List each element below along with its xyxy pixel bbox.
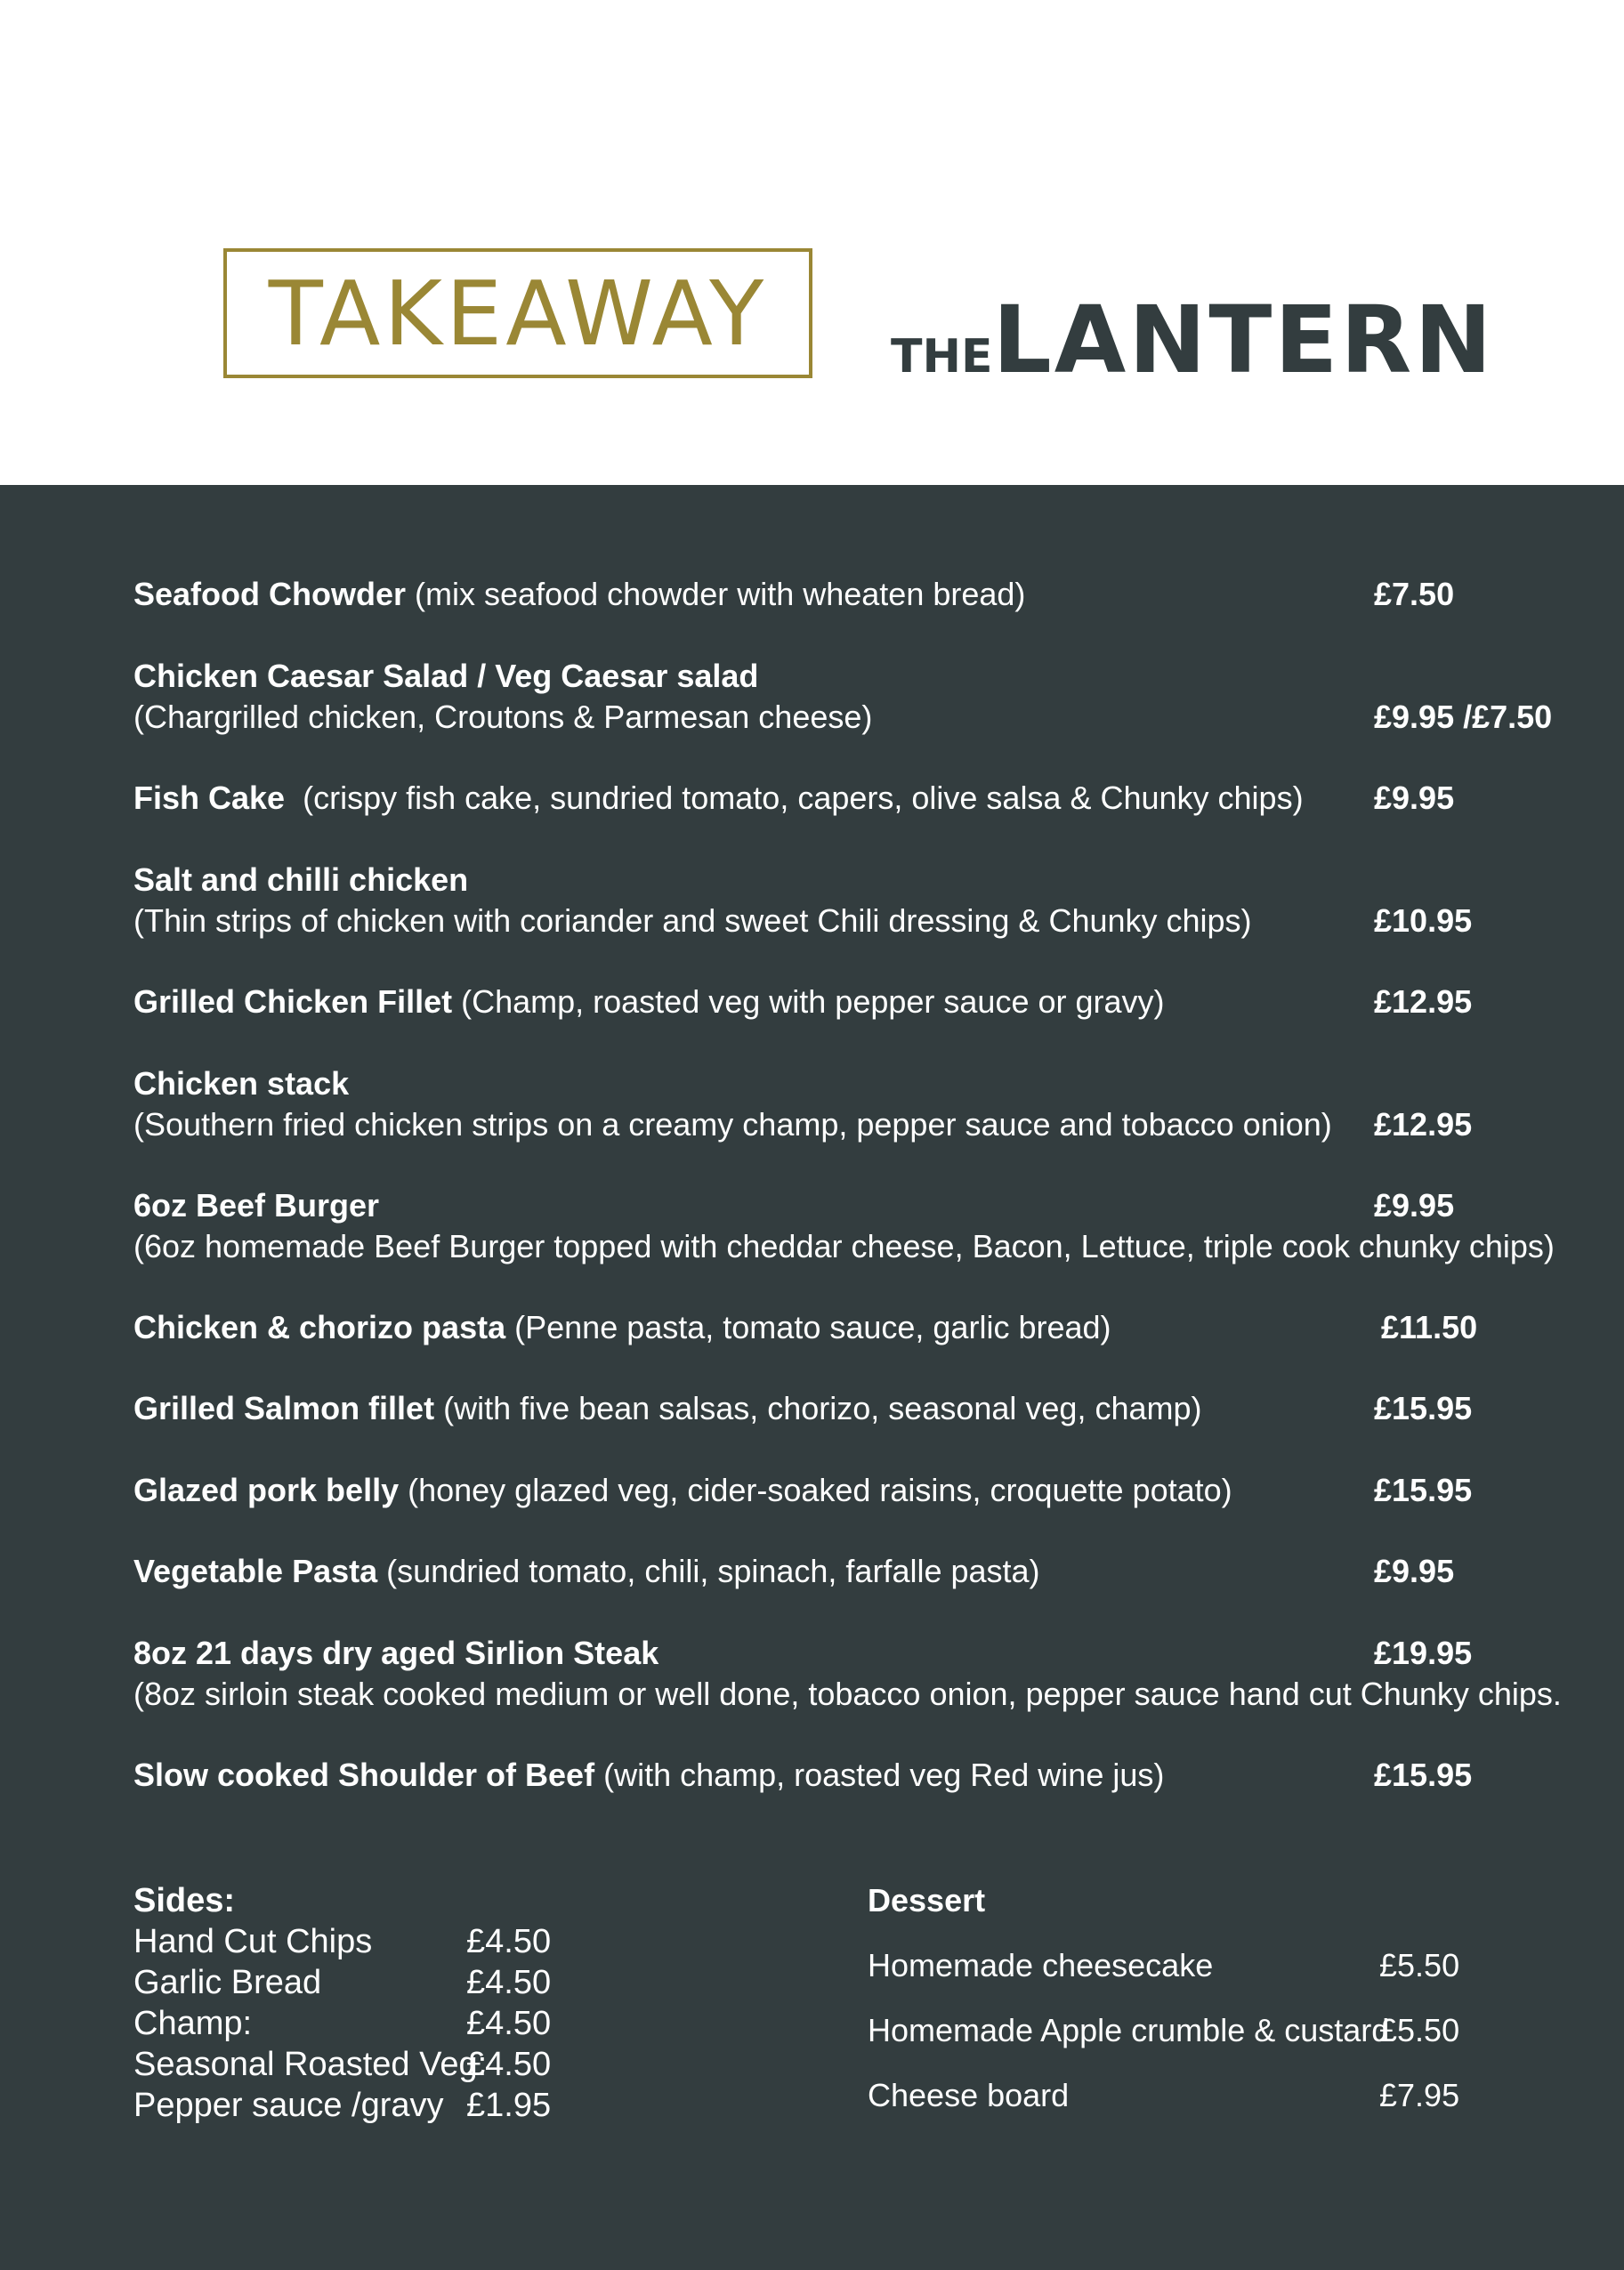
dessert-item xyxy=(868,2010,1491,2075)
side-price: £4.50 xyxy=(466,2005,552,2042)
dessert-section xyxy=(868,1880,1491,2140)
item-price: £15.95 xyxy=(1374,1472,1473,1508)
side-item xyxy=(133,2044,596,2085)
sides-title: Sides: xyxy=(133,1882,236,1919)
item-price: £9.95 xyxy=(1374,1553,1455,1589)
brand-logo xyxy=(891,286,1495,394)
item-price: £9.95 /£7.50 xyxy=(1374,699,1553,735)
side-price: £4.50 xyxy=(466,2046,552,2083)
menu-item xyxy=(133,982,1557,1022)
item-name: Glazed pork belly xyxy=(133,1472,400,1508)
menu-item xyxy=(133,1470,1557,1511)
item-name: 8oz 21 days dry aged Sirlion Steak xyxy=(133,1635,659,1671)
item-description: (Champ, roasted veg with pepper sauce or gravy) xyxy=(461,983,1165,1020)
item-name: Vegetable Pasta xyxy=(133,1553,378,1589)
item-description: (mix seafood chowder with wheaten bread) xyxy=(415,576,1026,612)
item-price: £12.95 xyxy=(1374,1106,1473,1143)
item-description: (with champ, roasted veg Red wine jus) xyxy=(603,1757,1165,1793)
item-name: Grilled Chicken Fillet xyxy=(133,983,453,1020)
menu-item xyxy=(133,1063,1557,1145)
sides-section xyxy=(133,1880,596,2126)
dessert-price: £5.50 xyxy=(1379,2012,1460,2048)
menu-item xyxy=(133,860,1557,941)
item-description: (honey glazed veg, cider-soaked raisins, croquette potato) xyxy=(408,1472,1232,1508)
item-description: (Chargrilled chicken, Croutons & Parmesan cheese) xyxy=(133,699,873,735)
item-name: Chicken stack xyxy=(133,1065,350,1102)
side-price: £4.50 xyxy=(466,1923,552,1960)
menu-item xyxy=(133,1633,1562,1715)
menu-item xyxy=(133,1755,1557,1796)
side-price: £4.50 xyxy=(466,1964,552,2001)
item-description: (Southern fried chicken strips on a creamy champ, pepper sauce and tobacco onion) xyxy=(133,1106,1332,1143)
item-price: £10.95 xyxy=(1374,902,1473,939)
menu-item xyxy=(133,574,1557,615)
item-price: £7.50 xyxy=(1374,576,1455,612)
item-name: Chicken Caesar Salad / Veg Caesar salad xyxy=(133,658,759,694)
side-name: Seasonal Roasted Veg: xyxy=(133,2046,488,2083)
menu-item xyxy=(133,1388,1557,1429)
side-item xyxy=(133,2085,596,2126)
side-name: Hand Cut Chips xyxy=(133,1923,373,1960)
menu-item xyxy=(133,778,1557,819)
side-name: Pepper sauce /gravy xyxy=(133,2087,444,2124)
dessert-title: Dessert xyxy=(868,1882,986,1919)
item-description: (sundried tomato, chili, spinach, farfalle pasta) xyxy=(386,1553,1040,1589)
item-description: (with five bean salsas, chorizo, seasonal veg, champ) xyxy=(443,1390,1202,1426)
dessert-price: £7.95 xyxy=(1379,2077,1460,2113)
dessert-name: Homemade cheesecake xyxy=(868,1947,1214,1983)
item-price: £15.95 xyxy=(1374,1390,1473,1426)
item-price: £15.95 xyxy=(1374,1757,1473,1793)
item-price: £11.50 xyxy=(1381,1309,1478,1345)
side-item xyxy=(133,1921,596,1962)
logo-lantern: LANTERN xyxy=(992,286,1495,394)
side-price: £1.95 xyxy=(466,2087,552,2124)
dessert-name: Cheese board xyxy=(868,2077,1070,2113)
menu-item xyxy=(133,1307,1557,1348)
item-description: (Penne pasta, tomato sauce, garlic bread) xyxy=(514,1309,1111,1345)
dessert-item xyxy=(868,2075,1491,2140)
dessert-price: £5.50 xyxy=(1379,1947,1460,1983)
menu-item xyxy=(133,656,1557,738)
side-item xyxy=(133,2003,596,2044)
menu-item xyxy=(133,1185,1557,1267)
side-name: Garlic Bread xyxy=(133,1964,322,2001)
item-name: Fish Cake xyxy=(133,780,286,816)
dessert-name: Homemade Apple crumble & custard xyxy=(868,2012,1390,2048)
item-price: £9.95 xyxy=(1374,1187,1455,1224)
item-description: (crispy fish cake, sundried tomato, capers, olive salsa & Chunky chips) xyxy=(303,780,1304,816)
side-item xyxy=(133,1962,596,2003)
menu-item xyxy=(133,1551,1557,1592)
item-price: £12.95 xyxy=(1374,983,1473,1020)
item-description: (6oz homemade Beef Burger topped with cheddar cheese, Bacon, Lettuce, triple cook chunky chips) xyxy=(133,1228,1555,1264)
takeaway-title: TAKEAWAY xyxy=(268,261,768,366)
item-name: Seafood Chowder xyxy=(133,576,407,612)
item-description: (8oz sirloin steak cooked medium or well done, tobacco onion, pepper sauce hand cut Chunky chips. xyxy=(133,1676,1562,1712)
item-name: Grilled Salmon fillet xyxy=(133,1390,435,1426)
dessert-list xyxy=(868,1945,1491,2140)
dessert-item xyxy=(868,1945,1491,2010)
side-name: Champ: xyxy=(133,2005,253,2042)
item-name: Slow cooked Shoulder of Beef xyxy=(133,1757,595,1793)
takeaway-badge xyxy=(223,248,812,378)
item-description: (Thin strips of chicken with coriander and sweet Chili dressing & Chunky chips) xyxy=(133,902,1252,939)
item-price: £19.95 xyxy=(1374,1635,1473,1671)
item-name: Chicken & chorizo pasta xyxy=(133,1309,506,1345)
menu-panel xyxy=(0,485,1624,2270)
item-name: Salt and chilli chicken xyxy=(133,861,469,898)
item-price: £9.95 xyxy=(1374,780,1455,816)
logo-the: THE xyxy=(891,330,993,384)
menu-header xyxy=(0,0,1624,485)
item-name: 6oz Beef Burger xyxy=(133,1187,380,1224)
